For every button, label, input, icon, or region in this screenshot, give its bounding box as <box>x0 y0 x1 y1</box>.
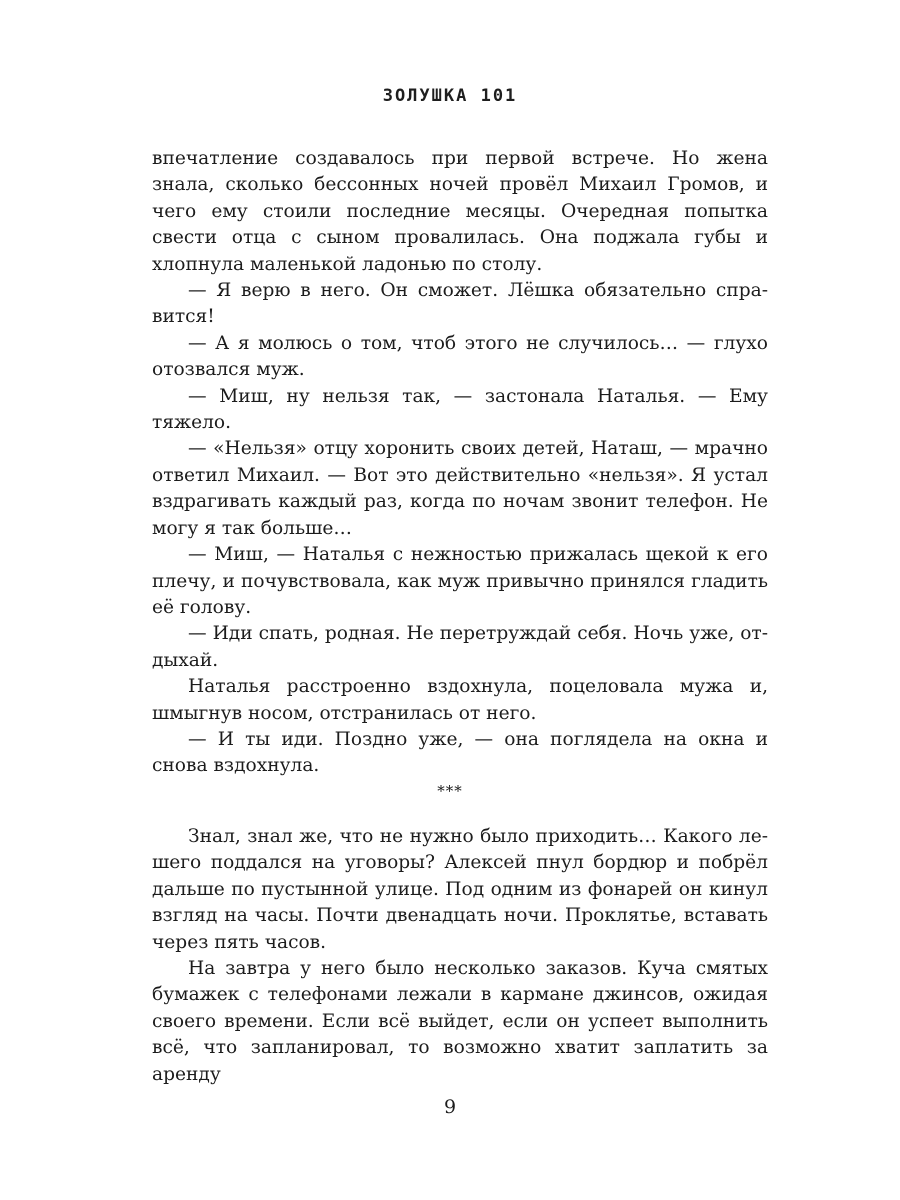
paragraph: — «Нельзя» отцу хоронить своих детей, Наташ, — мрачно ответил Михаил. — Вот это действительно «нельзя». Я устал вздрагивать каждый раз, когда по ночам звонит телефон. Не могу я так больше… <box>152 438 768 539</box>
paragraph: — И ты иди. Поздно уже, — она поглядела на окна и снова вздохнула. <box>152 728 768 777</box>
page-number: 9 <box>443 1096 457 1118</box>
section-two <box>152 824 768 1088</box>
paragraph: впечатление создавалось при первой встрече. Но жена знала, сколько бессонных ночей провёл Михаил Громов, и чего ему стоили последние месяцы. Очередная попытка свести отца с сыном провалилась. Она поджала губы и хлопнула маленькой ладонью по столу. <box>152 148 768 275</box>
paragraph: — А я молюсь о том, чтоб этого не случилось… — глухо отозвался муж. <box>152 332 768 381</box>
section-separator: *** <box>437 782 463 800</box>
paragraph: — Миш, — Наталья с нежностью прижалась щекой к его плечу, и почувствовала, как муж привычно принялся гладить её голову. <box>152 544 768 618</box>
paragraph: — Я верю в него. Он сможет. Лёшка обязательно справится! <box>152 280 768 328</box>
paragraph: Наталья расстроенно вздохнула, поцеловала мужа и, шмыгнув носом, отстранилась от него. <box>152 676 768 724</box>
paragraph: — Миш, ну нельзя так, — застонала Наталья. — Ему тяжело. <box>152 385 768 434</box>
paragraph: Знал, знал же, что не нужно было приходить… Какого лешего поддался на уговоры? Алексей пнул бордюр и побрёл дальше по пустынной улице. Под одним из фонарей он кинул взгляд на часы. Почти двенадцать ночи. Проклятье, вставать через пять часов. <box>152 826 768 953</box>
running-head: ЗОЛУШКА 101 <box>382 86 518 106</box>
paragraph: На завтра у него было несколько заказов. Куча смятых бумажек с телефонами лежали в кармане джинсов, ожидая своего времени. Если всё выйдет, если он успеет выполнить всё, что запланировал, то возможно хватит заплатить за аренду <box>152 958 768 1085</box>
paragraph: — Иди спать, родная. Не перетруждай себя. Ночь уже, отдыхай. <box>152 623 768 671</box>
section-one <box>152 146 768 780</box>
